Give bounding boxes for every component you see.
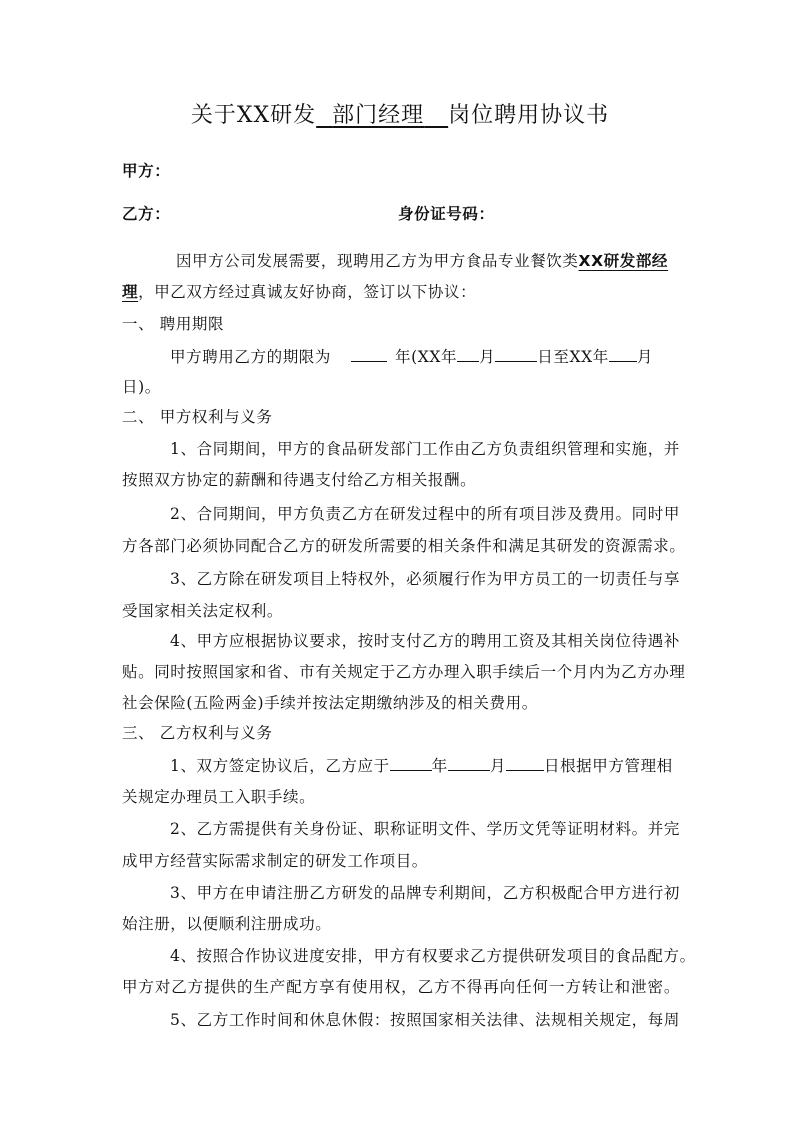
term-text-b: 年(XX年	[395, 348, 458, 366]
years-blank[interactable]	[351, 345, 387, 362]
id-number-label: 身份证号码：	[398, 205, 495, 223]
s3-item1-text-b: 年	[431, 757, 448, 775]
s3-item2-line1: 2、乙方需提供有关身份证、职称证明文件、学历文凭等证明材料。并完	[170, 820, 680, 838]
term-text-c: 月	[479, 348, 496, 366]
term-text-a: 甲方聘用乙方的期限为	[170, 348, 332, 366]
party-b-row	[122, 203, 680, 225]
section-1-line-2: 日)。	[122, 378, 161, 396]
s2-item3-line2: 受国家相关法定权利。	[122, 602, 284, 620]
section-1-heading: 一、 聘用期限	[122, 315, 225, 333]
s3-item1-text-d: 日根据甲方管理相	[543, 757, 673, 775]
s3-item4-line1: 4、按照合作协议进度安排，甲方有权要求乙方提供研发项目的食品配方。	[170, 947, 696, 965]
section-1-line-1	[170, 345, 680, 368]
term-text-d: 日至XX年	[537, 348, 609, 366]
intro-line-2	[122, 281, 680, 303]
title-prefix: 关于XX研发	[190, 103, 317, 128]
sign-day-blank[interactable]	[506, 754, 544, 771]
s2-item1-line1: 1、合同期间，甲方的食品研发部门工作由乙方负责组织管理和实施，并	[170, 440, 680, 458]
document-title	[0, 100, 800, 132]
intro-text-1: 因甲方公司发展需要，现聘用乙方为甲方食品专业餐饮类	[176, 252, 579, 270]
s2-item4-line3: 社会保险(五险两金)手续并按法定期缴纳涉及的相关费用。	[122, 694, 538, 712]
intro-position-1: XX研发部经	[578, 252, 669, 270]
start-day-blank[interactable]	[495, 345, 537, 362]
party-a-label: 甲方：	[122, 162, 171, 180]
term-text-e: 月	[636, 348, 653, 366]
s2-item3-line1: 3、乙方除在研发项目上特权外，必须履行作为甲方员工的一切责任与享	[170, 570, 680, 588]
intro-line-1	[176, 250, 686, 272]
s3-item1-line2: 关规定办理员工入职手续。	[122, 788, 316, 806]
s3-item3-line1: 3、甲方在申请注册乙方研发的品牌专利期间，乙方积极配合甲方进行初	[170, 884, 680, 902]
title-suffix: 岗位聘用协议书	[448, 103, 610, 128]
s2-item4-line2: 贴。同时按照国家和省、市有关规定于乙方办理入职手续后一个月内为乙方办理	[122, 663, 686, 681]
title-position: 部门经理	[332, 103, 425, 128]
s3-item4-line2: 甲方对乙方提供的生产配方享有使用权，乙方不得再向任何一方转让和泄密。	[122, 978, 680, 996]
s3-item2-line2: 成甲方经营实际需求制定的研发工作项目。	[122, 852, 428, 870]
s2-item2-line2: 方各部门必须协同配合乙方的研发所需要的相关条件和满足其研发的资源需求。	[122, 537, 686, 555]
start-month-blank[interactable]	[457, 345, 479, 362]
s2-item1-line2: 按照双方协定的薪酬和待遇支付给乙方相关报酬。	[122, 471, 477, 489]
s2-item4-line1: 4、甲方应根据协议要求，按时支付乙方的聘用工资及其相关岗位待遇补	[170, 632, 680, 650]
s3-item3-line2: 始注册，以便顺利注册成功。	[122, 915, 332, 933]
s3-item5-line1: 5、乙方工作时间和休息休假：按照国家相关法律、法规相关规定，每周	[170, 1011, 680, 1029]
s3-item1-line1	[170, 754, 680, 777]
party-b-label: 乙方：	[122, 205, 171, 223]
section-2-heading: 二、 甲方权利与义务	[122, 408, 273, 426]
end-month-blank[interactable]	[609, 345, 637, 362]
s2-item2-line1: 2、合同期间，甲方负责乙方在研发过程中的所有项目涉及费用。同时甲	[170, 505, 680, 523]
s3-item1-text-a: 1、双方签定协议后，乙方应于	[170, 757, 390, 775]
sign-year-blank[interactable]	[390, 754, 432, 771]
intro-position-2: 理	[122, 283, 139, 301]
s3-item1-text-c: 月	[489, 757, 506, 775]
intro-text-2: ，甲乙双方经过真诚友好协商，签订以下协议：	[138, 283, 477, 301]
section-3-heading: 三、 乙方权利与义务	[122, 724, 273, 742]
sign-month-blank[interactable]	[448, 754, 490, 771]
